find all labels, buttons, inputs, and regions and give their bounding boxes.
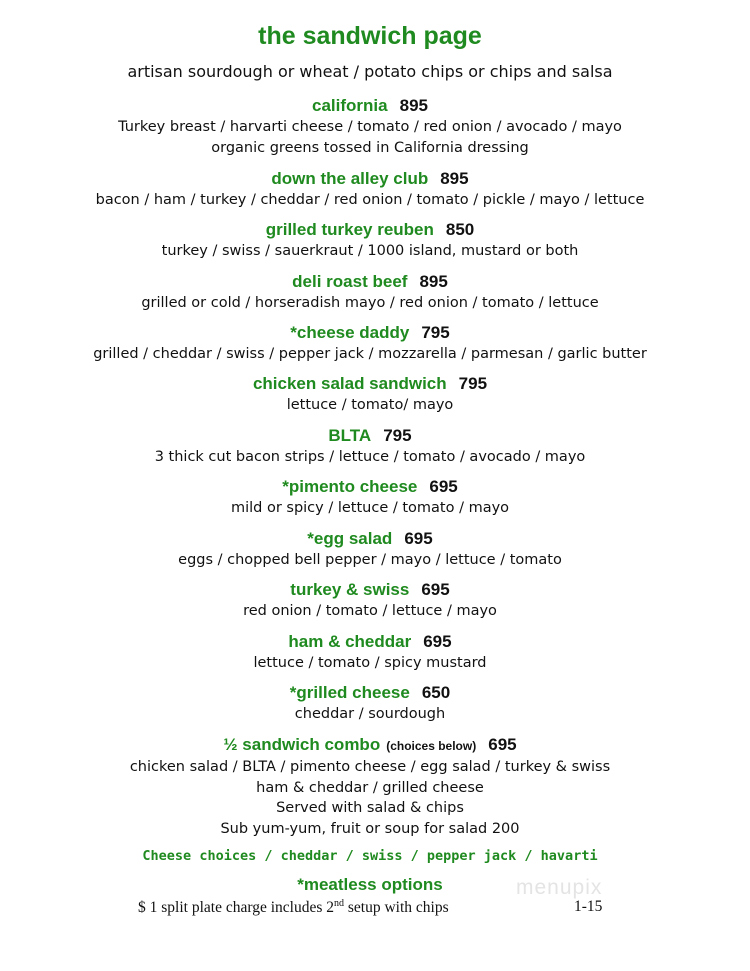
menu-item-name: *cheese daddy xyxy=(290,323,410,342)
menu-item xyxy=(0,219,740,262)
menu-item-name: *grilled cheese xyxy=(289,683,410,702)
menu-item-price: 850 xyxy=(445,220,475,239)
menu-item xyxy=(0,271,740,314)
menu-item xyxy=(0,168,740,211)
menu-item-heading xyxy=(0,322,740,344)
menu-item-price: 795 xyxy=(383,426,412,445)
meatless-note: *meatless options xyxy=(297,875,443,894)
split-plate-text: $ 1 split plate charge includes 2 xyxy=(138,899,334,917)
page-title: the sandwich page xyxy=(258,22,482,50)
menu-item-price: 795 xyxy=(421,323,450,342)
menu-item-name: turkey & swiss xyxy=(290,580,410,599)
menu-item-price: 695 xyxy=(429,477,458,496)
menu-item-heading xyxy=(0,95,740,117)
menu-item xyxy=(0,322,740,365)
menu-item xyxy=(0,682,740,725)
menu-item-description: turkey / swiss / sauerkraut / 1000 island, mustard or both xyxy=(161,243,579,259)
menu-item-heading xyxy=(0,425,740,447)
menu-item-price: 650 xyxy=(421,683,451,702)
menu-code: 1-15 xyxy=(574,898,603,915)
menu-item-price: 895 xyxy=(440,169,469,188)
menu-item xyxy=(0,734,740,839)
menu-item-heading xyxy=(0,219,740,241)
watermark-logo: menupix xyxy=(516,876,603,899)
menu-item xyxy=(0,579,740,622)
menu-item xyxy=(0,631,740,674)
menu-item-price: 695 xyxy=(488,735,517,754)
menu-item-price: 695 xyxy=(423,632,452,651)
menu-item-name: chicken salad sandwich xyxy=(252,374,447,393)
menu-item-name: down the alley club xyxy=(271,169,429,188)
menu-item xyxy=(0,425,740,468)
menu-item xyxy=(0,528,740,571)
menu-item-name: BLTA xyxy=(328,426,372,445)
menu-item-heading xyxy=(0,579,740,601)
cheese-choices: Cheese choices / cheddar / swiss / pepper jack / havarti xyxy=(142,848,598,864)
menu-item-price: 895 xyxy=(419,272,448,291)
menu-item-price: 695 xyxy=(421,580,450,599)
menu-item-description: grilled or cold / horseradish mayo / red onion / tomato / lettuce xyxy=(141,295,599,311)
menu-item-note: (choices below) xyxy=(386,739,477,753)
menu-item-heading xyxy=(0,168,740,190)
menu-item-description: red onion / tomato / lettuce / mayo xyxy=(243,603,497,619)
menu-item xyxy=(0,476,740,519)
menu-item-description: cheddar / sourdough xyxy=(294,706,446,722)
menu-item-heading xyxy=(0,528,740,550)
menu-item-description: eggs / chopped bell pepper / mayo / lettuce / tomato xyxy=(178,552,562,568)
page-subtitle: artisan sourdough or wheat / potato chips or chips and salsa xyxy=(127,62,613,81)
menu-item-description: mild or spicy / lettuce / tomato / mayo xyxy=(230,500,510,516)
menu-item-description: Served with salad & chips xyxy=(276,800,464,816)
menu-item-description: grilled / cheddar / swiss / pepper jack / mozzarella / parmesan / garlic butter xyxy=(93,346,647,362)
menu-item-heading xyxy=(0,682,740,704)
menu-item-name: ½ sandwich combo xyxy=(223,735,381,754)
menu-item-description: lettuce / tomato/ mayo xyxy=(286,397,454,413)
menu-item xyxy=(0,95,740,158)
menu-item-name: california xyxy=(312,96,388,115)
menu-item-name: deli roast beef xyxy=(292,272,408,291)
menu-item-name: grilled turkey reuben xyxy=(265,220,434,239)
menu-item-description: ham & cheddar / grilled cheese xyxy=(256,779,484,796)
menu-item-heading xyxy=(0,476,740,498)
menu-item-description: lettuce / tomato / spicy mustard xyxy=(253,655,487,671)
menu-item xyxy=(0,373,740,416)
menu-item-heading xyxy=(0,271,740,293)
menu-item-price: 895 xyxy=(399,96,428,115)
split-plate-text-end: setup with chips xyxy=(344,899,449,917)
menu-item-name: ham & cheddar xyxy=(288,632,412,651)
menu-item-heading xyxy=(0,373,740,395)
menu-item-description: bacon / ham / turkey / cheddar / red onion / tomato / pickle / mayo / lettuce xyxy=(95,192,645,208)
menu-item-price: 795 xyxy=(458,374,488,393)
menu-item-heading xyxy=(0,631,740,653)
menu-item-heading xyxy=(0,734,740,757)
menu-item-description: 3 thick cut bacon strips / lettuce / tomato / avocado / mayo xyxy=(154,449,586,465)
menu-item-name: *egg salad xyxy=(307,529,393,548)
menu-item-name: *pimento cheese xyxy=(282,477,418,496)
split-plate-sup: nd xyxy=(334,898,344,909)
menu-item-price: 695 xyxy=(404,529,433,548)
menu-item-description: organic greens tossed in California dressing xyxy=(211,139,529,156)
menu-item-description: Turkey breast / harvarti cheese / tomato / red onion / avocado / mayo xyxy=(118,119,622,135)
split-plate-note xyxy=(138,898,449,917)
menu-item-description: chicken salad / BLTA / pimento cheese / egg salad / turkey & swiss xyxy=(129,759,611,775)
menu-item-description: Sub yum-yum, fruit or soup for salad 200 xyxy=(220,820,520,837)
